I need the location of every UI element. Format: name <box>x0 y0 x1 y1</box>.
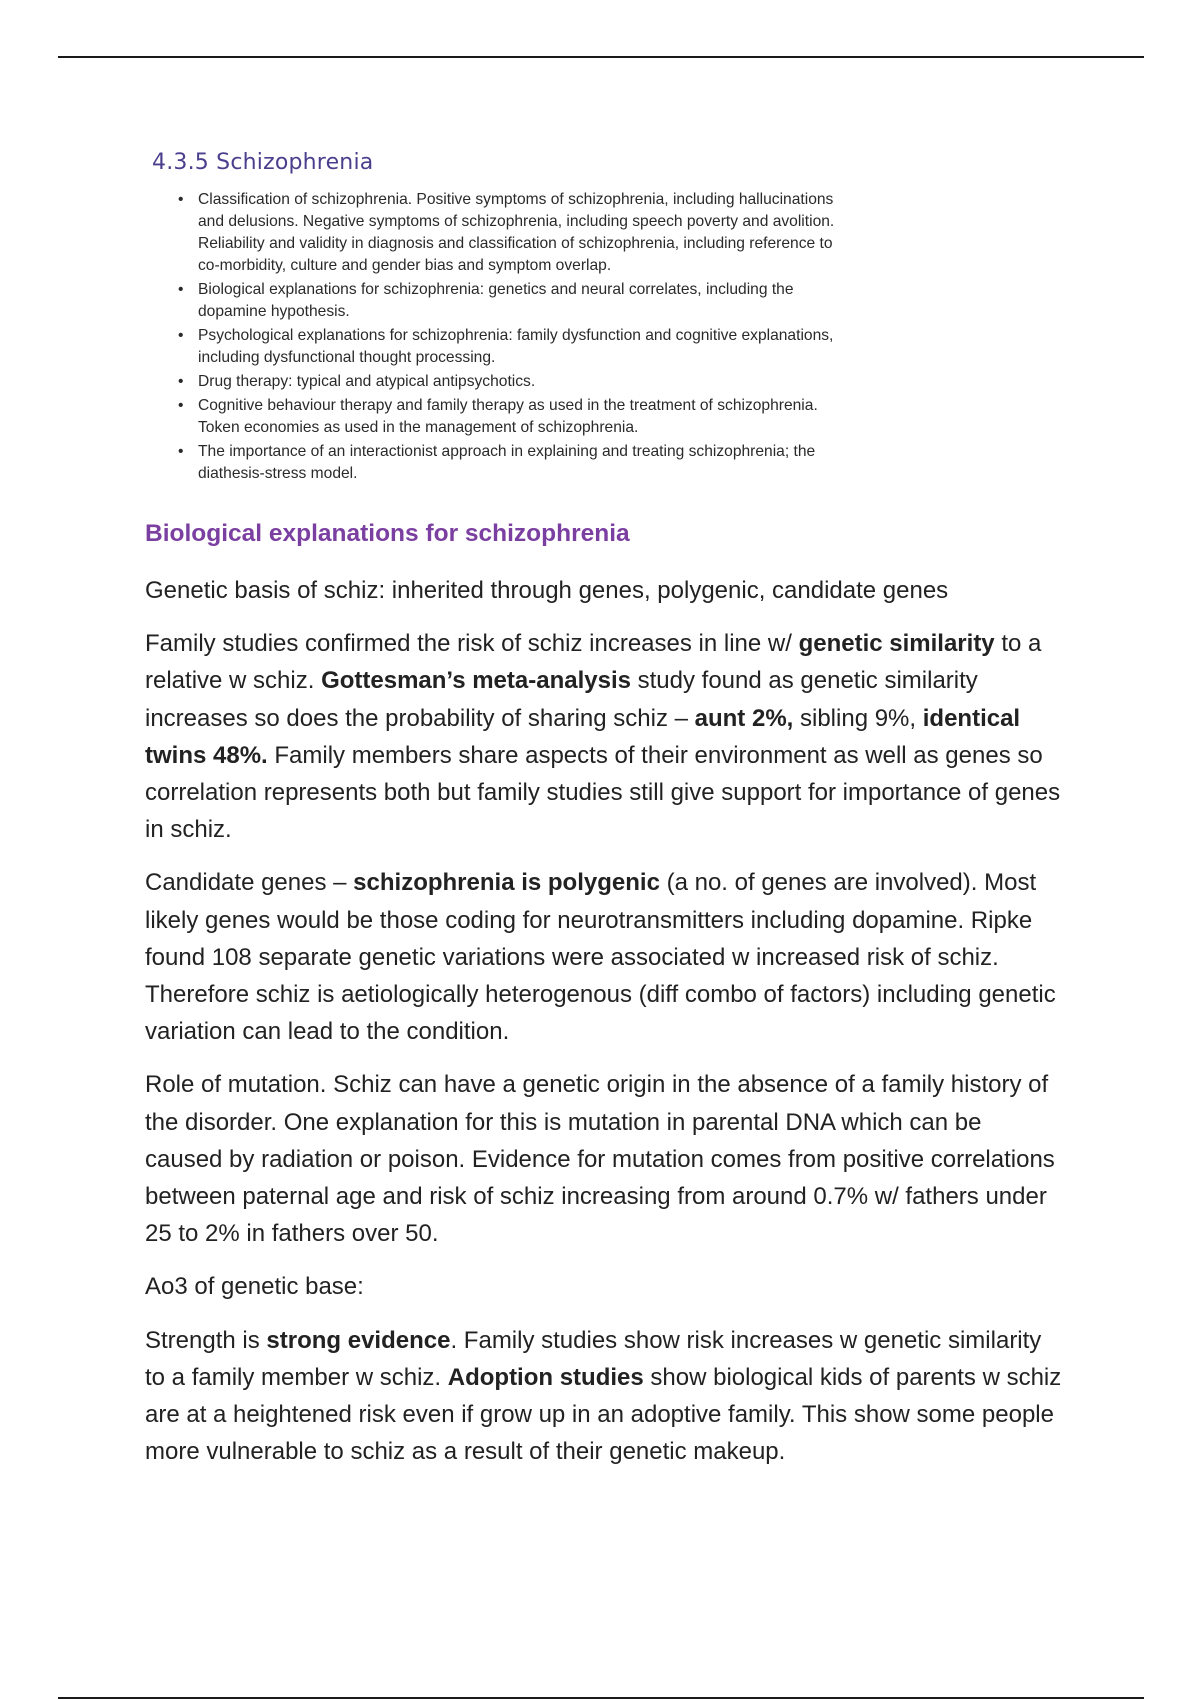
spec-item: • Drug therapy: typical and atypical antipsychotics. <box>178 371 968 393</box>
paragraph-mutation: Role of mutation. Schiz can have a genetic origin in the absence of a family history of the disorder. One explanation for this is mutation in parental DNA which can be caused by radiation or poison. Evidence for mutation comes from positive correlations between paternal age and risk of schiz increasing from around 0.7% w/ fathers under 25 to 2% in fathers over 50. <box>145 1071 1055 1248</box>
spec-item: • The importance of an interactionist approach in explaining and treating schizophrenia; the diathesis-stress model. <box>178 443 816 482</box>
footer-rule <box>58 1697 1144 1699</box>
paragraph-genetic-basis: Genetic basis of schiz: inherited through genes, polygenic, candidate genes <box>145 577 949 604</box>
header-rule <box>58 56 1144 58</box>
bullet-icon: • <box>178 327 184 344</box>
bullet-icon: • <box>178 191 184 208</box>
spec-item: • Cognitive behaviour therapy and family therapy as used in the treatment of schizophrenia. Token economies as used in the management of schizophrenia. <box>178 397 818 436</box>
bullet-icon: • <box>178 443 184 460</box>
paragraph-candidate-genes: Candidate genes – schizophrenia is polygenic (a no. of genes are involved). Most likely genes would be those coding for neurotransmitters including dopamine. Ripke found 108 separate genetic variations were associated w increased risk of schiz. Therefore schiz is aetiologically heterogenous (diff combo of factors) including genetic variation can lead to the condition. <box>145 869 1056 1046</box>
spec-item: • Biological explanations for schizophrenia: genetics and neural correlates, including the dopamine hypothesis. <box>178 281 794 320</box>
bullet-icon: • <box>178 397 184 414</box>
bullet-icon: • <box>178 373 184 390</box>
bullet-icon: • <box>178 281 184 298</box>
paragraph-family-studies: Family studies confirmed the risk of schiz increases in line w/ genetic similarity to a relative w schiz. Gottesman’s meta-analysis study found as genetic similarity increases so does the probability of sharing schiz – aunt 2%, sibling 9%, identical twins 48%. Family members share aspects of their environment as well as genes so correlation represents both but family studies still give support for importance of genes in schiz. <box>145 630 1061 844</box>
spec-list <box>148 189 968 485</box>
spec-item: • Classification of schizophrenia. Positive symptoms of schizophrenia, including hallucinations and delusions. Negative symptoms of schizophrenia, including speech poverty and avolition. Reliability and validity in diagnosis and classification of schizophrenia, including reference to co-morbidity, culture and gender bias and symptom overlap. <box>178 191 835 274</box>
paragraph-strength: Strength is strong evidence. Family studies show risk increases w genetic similarity to a family member w schiz. Adoption studies show biological kids of parents w schiz are at a heightened risk even if grow up in an adoptive family. This show some people more vulnerable to schiz as a result of their genetic makeup. <box>145 1326 1062 1466</box>
specification-box <box>148 150 968 487</box>
main-content <box>145 520 1065 1486</box>
spec-title: 4.3.5 Schizophrenia <box>152 150 374 175</box>
spec-item: • Psychological explanations for schizophrenia: family dysfunction and cognitive explanations, including dysfunctional thought processing. <box>178 327 834 366</box>
section-heading: Biological explanations for schizophrenia <box>145 520 630 547</box>
paragraph-ao3-label: Ao3 of genetic base: <box>145 1273 364 1301</box>
